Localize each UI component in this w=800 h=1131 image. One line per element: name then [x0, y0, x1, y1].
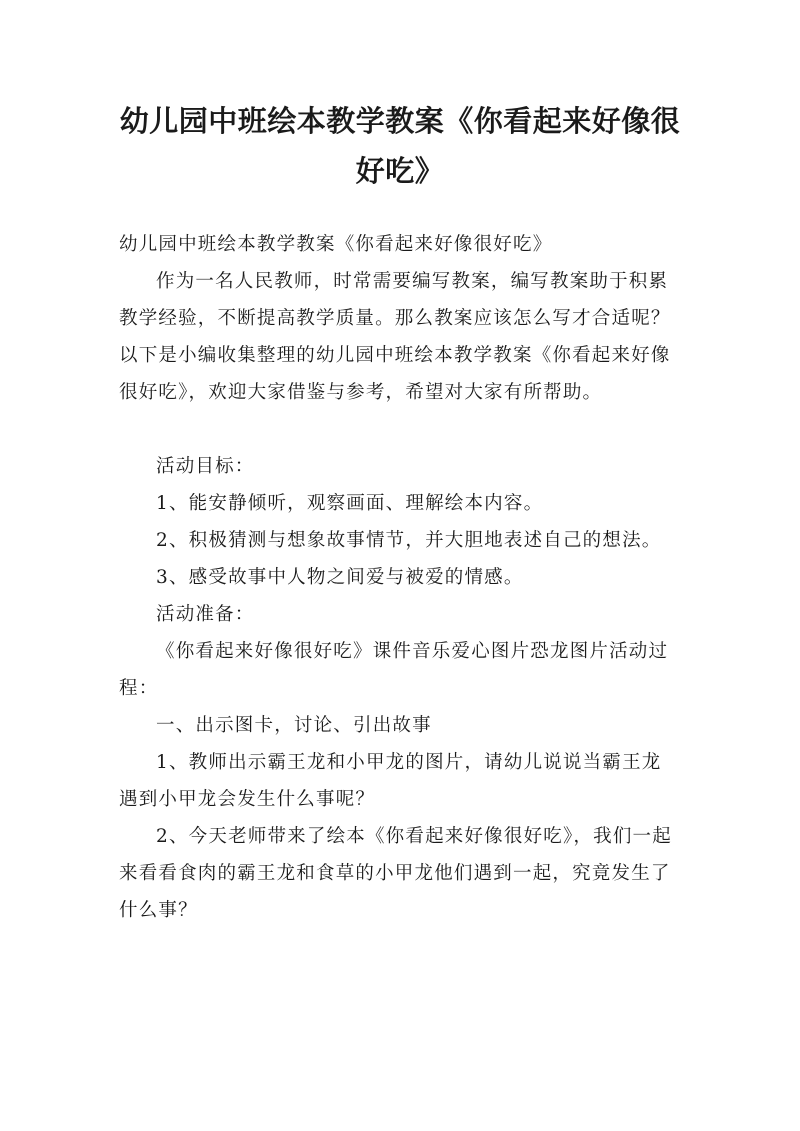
paragraph-gap [119, 411, 681, 448]
process-step-1-heading: 一、出示图卡，讨论、引出故事 [156, 715, 432, 736]
document-body [119, 226, 681, 929]
goal-item-1: 1、能安静倾听，观察画面、理解绘本内容。 [156, 493, 544, 514]
process-step-1-item-1: 1、教师出示霸王龙和小甲龙的图片，请幼儿说说当霸王龙遇到小甲龙会发生什么事呢？ [119, 752, 662, 810]
goal-item-3: 3、感受故事中人物之间爱与被爱的情感。 [156, 567, 524, 588]
paragraph-intro: 作为一名人民教师，时常需要编写教案，编写教案助于积累教学经验，不断提高教学质量。那么教案应该怎么写才合适呢？以下是小编收集整理的幼儿园中班绘本教学教案《你看起来好像很好吃》，欢迎大家借鉴与参考，希望对大家有所帮助。 [119, 271, 671, 403]
heading-activity-goals: 活动目标： [156, 456, 255, 477]
goal-item-2: 2、积极猜测与想象故事情节，并大胆地表述自己的想法。 [156, 530, 662, 551]
heading-activity-preparation: 活动准备： [156, 604, 255, 625]
paragraph-subtitle: 幼儿园中班绘本教学教案《你看起来好像很好吃》 [119, 234, 553, 255]
process-step-1-item-2: 2、今天老师带来了绘本《你看起来好像很好吃》，我们一起来看看食肉的霸王龙和食草的小甲龙他们遇到一起，究竟发生了什么事？ [119, 826, 672, 921]
document-title: 幼儿园中班绘本教学教案《你看起来好像很好吃》 [119, 104, 681, 188]
preparation-materials: 《你看起来好像很好吃》课件音乐爱心图片恐龙图片活动过程： [119, 641, 669, 699]
